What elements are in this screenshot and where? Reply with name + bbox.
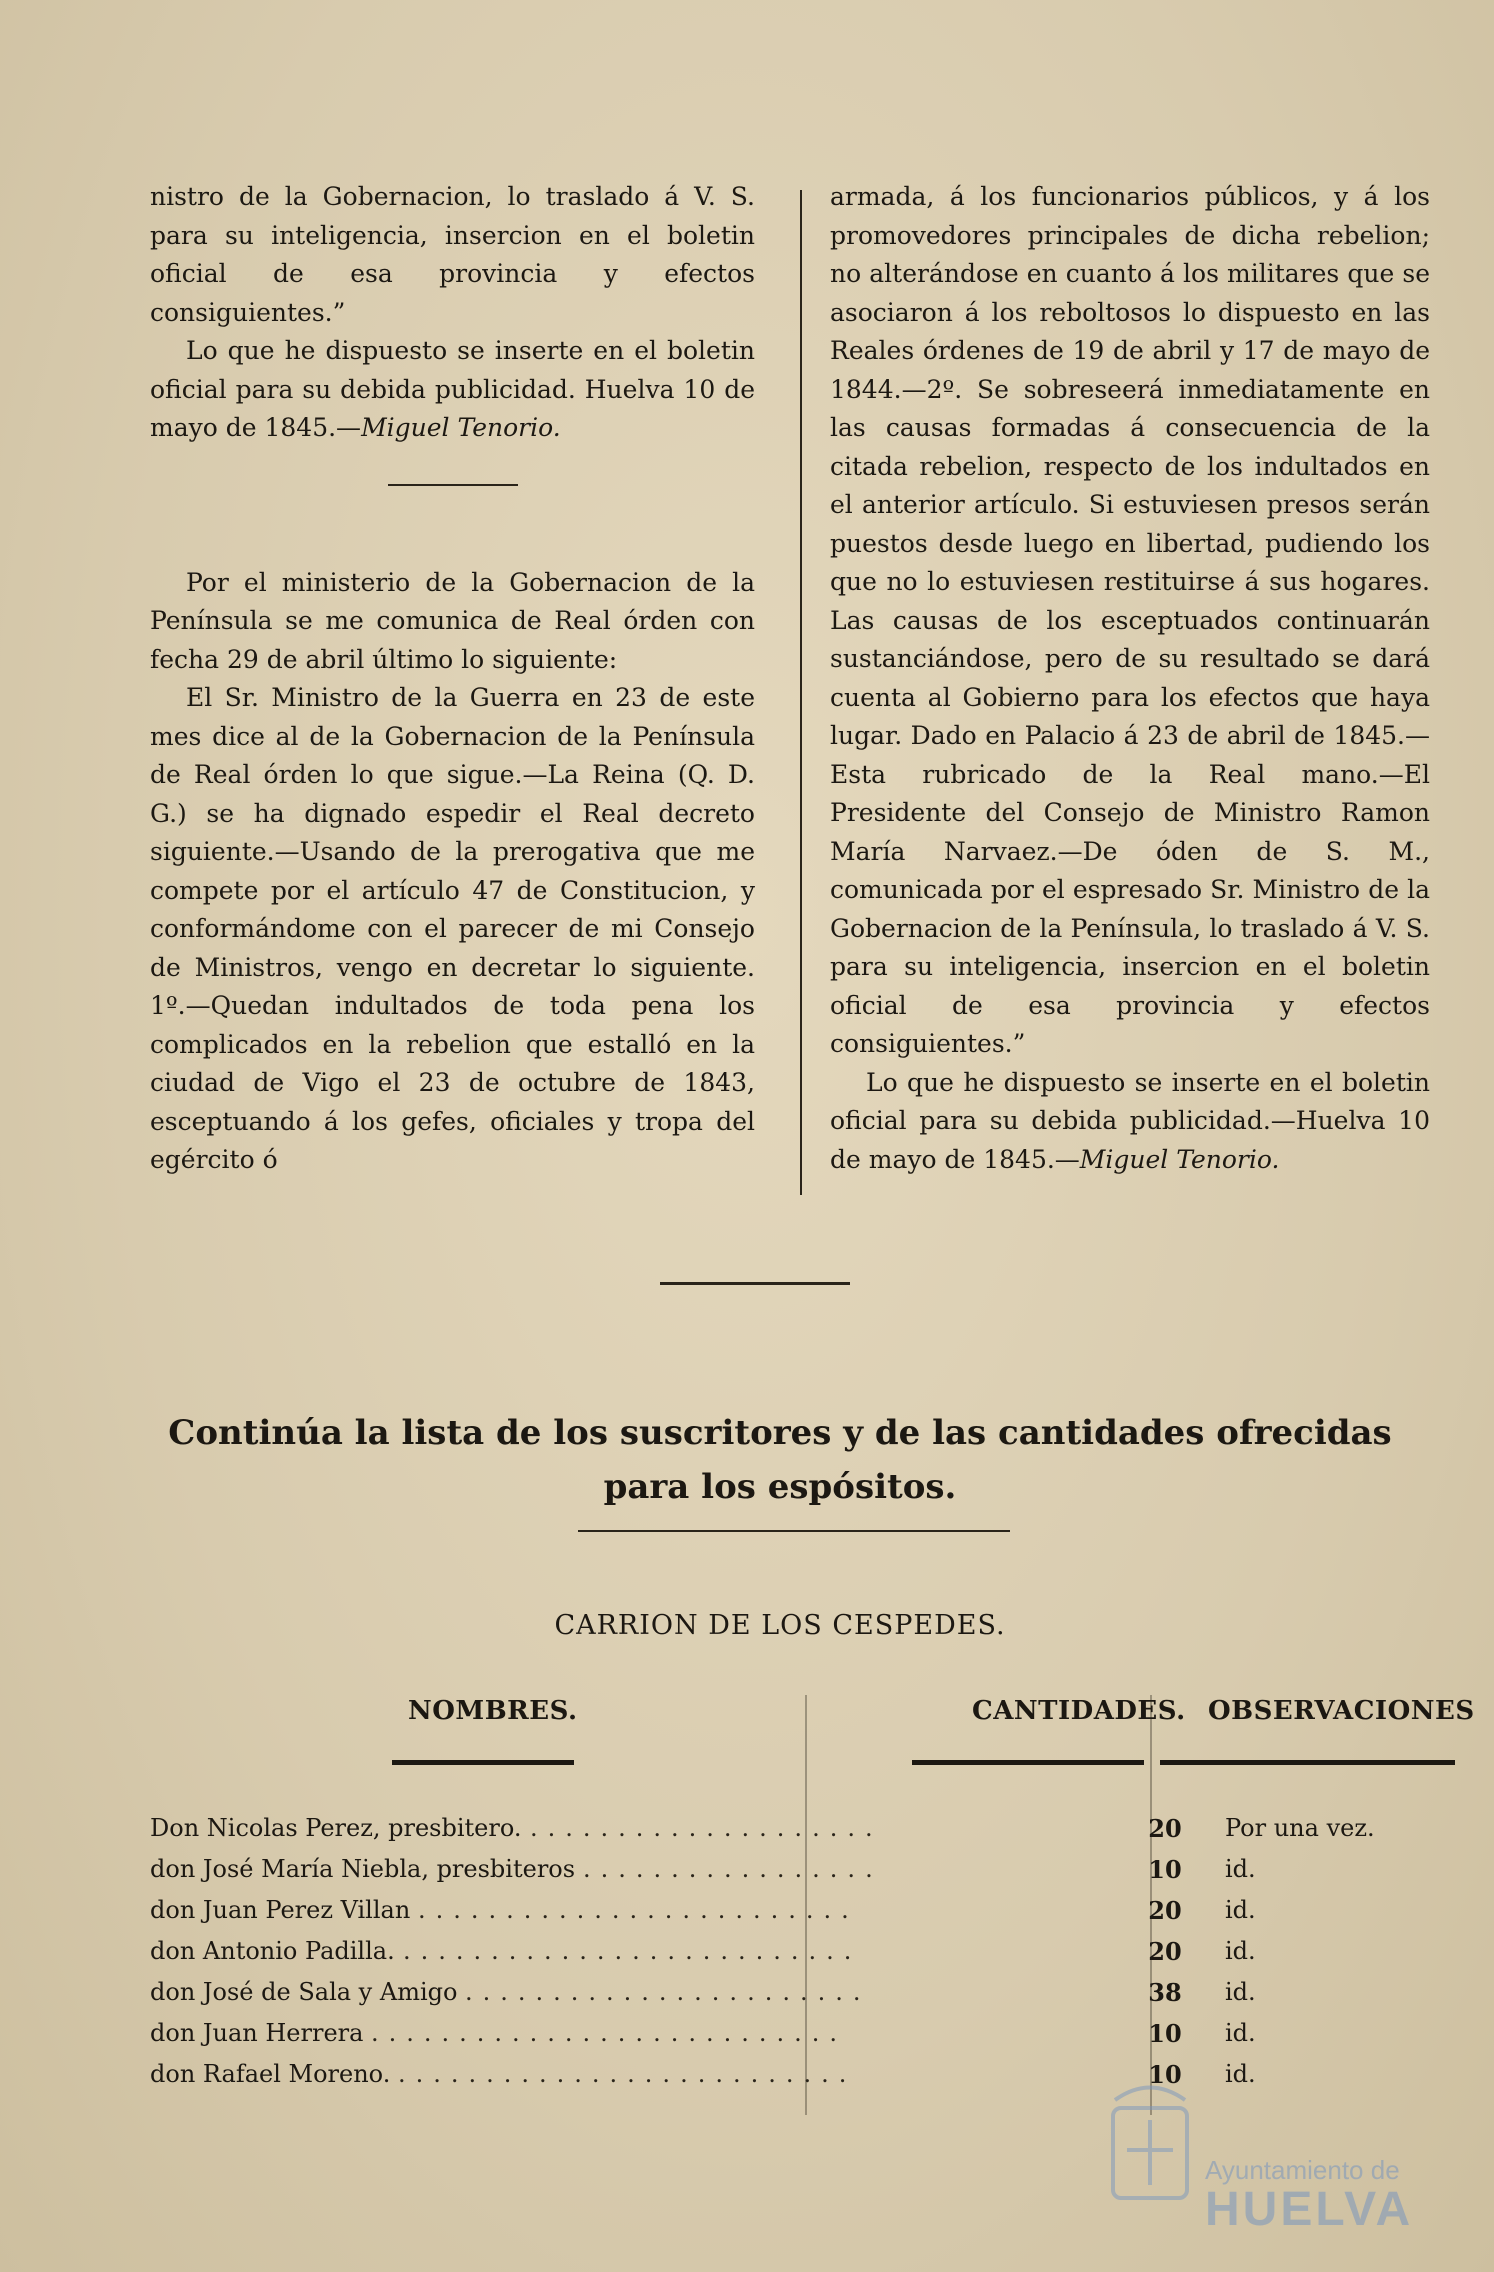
subscriber-observation: id. <box>1225 1937 1256 1965</box>
short-separator <box>388 484 518 486</box>
place-heading: CARRION DE LOS CESPEDES. <box>554 1610 1006 1641</box>
subscriber-quantity: 38 <box>1148 1978 1182 2007</box>
left-paragraph-4: El Sr. Ministro de la Guerra en 23 de este mes dice al de la Gobernacion de la Península de Real órden lo que sigue.—La Reina (Q. D. G.) se ha dignado espedir el Real decreto siguiente.—Usando de la prerogativa que me compete por el artículo 47 de Constitucion, y conformándome con el parecer de mi Consejo de Ministros, vengo en decretar lo siguiente. 1º.—Quedan indultados de toda pena los complicados en la rebelion que estalló en la ciudad de Vigo el 23 de octubre de 1843, esceptuando á los gefes, oficiales y tropa del egército ó <box>150 683 755 1174</box>
list-title-line-2: para los espósitos. <box>603 1467 957 1507</box>
subscriber-quantity: 20 <box>1148 1937 1182 1966</box>
leader-dots: ........................... <box>371 2019 847 2047</box>
table-row <box>150 1808 1450 1849</box>
subscriber-name: don José María Niebla, presbiteros <box>150 1855 576 1883</box>
table-row <box>150 1972 1450 2013</box>
subscriber-observation: Por una vez. <box>1225 1814 1375 1842</box>
table-row <box>150 1931 1450 1972</box>
header-quantities: CANTIDADES. <box>972 1696 1186 1726</box>
section-separator <box>660 1282 850 1285</box>
title-underline <box>578 1530 1010 1532</box>
header-rule-names <box>392 1760 574 1765</box>
city-seal-icon <box>1095 2070 1205 2220</box>
subscriber-observation: id. <box>1225 2060 1256 2088</box>
right-paragraph-2 <box>830 1064 1430 1180</box>
subscriber-name: don Rafael Moreno. <box>150 2060 391 2088</box>
header-observations: OBSERVACIONES <box>1208 1696 1475 1726</box>
column-divider <box>800 190 802 1195</box>
watermark-line-2: HUELVA <box>1205 2183 1414 2236</box>
left-paragraph-2 <box>150 332 755 448</box>
subscriber-name: don José de Sala y Amigo <box>150 1978 458 2006</box>
header-rule-observations <box>1160 1760 1455 1765</box>
left-column <box>150 178 755 1180</box>
right-paragraph-2-text: Lo que he dispuesto se inserte en el boletin oficial para su debida publicidad.—Huelva 10 de mayo de 1845.— <box>830 1067 1430 1174</box>
subscriber-observation: id. <box>1225 1978 1256 2006</box>
right-paragraph-1: armada, á los funcionarios públicos, y á los promovedores principales de dicha rebelion; no alterándose en cuanto á los militares que se asociaron á los reboltosos lo dispuesto en las Reales órdenes de 19 de abril y 17 de mayo de 1844.—2º. Se sobreseerá inmediatamente en las causas formadas á consecuencia de la citada rebelion, respecto de los indultados en el anterior artículo. Si estuviesen presos serán puestos desde luego en libertad, pudiendo los que no lo estuviesen restituirse á sus hogares. Las causas de los esceptuados continuarán sustanciándose, pero de su resultado se dará cuenta al Gobierno para los efectos que haya lugar. Dado en Palacio á 23 de abril de 1845.—Esta rubricado de la Real mano.—El Presidente del Consejo de Ministro Ramon María Narvaez.—De óden de S. M., comunicada por el espresado Sr. Ministro de la Gobernacion de la Península, lo traslado á V. S. para su inteligencia, insercion en el boletin oficial de esa provincia y efectos consiguientes.” <box>830 182 1430 1058</box>
subscriber-quantity: 10 <box>1148 1855 1182 1884</box>
right-signature: Miguel Tenorio. <box>1079 1144 1280 1174</box>
table-row <box>150 2013 1450 2054</box>
subscriber-observation: id. <box>1225 1896 1256 1924</box>
subscriber-observation: id. <box>1225 1855 1256 1883</box>
header-names: NOMBRES. <box>408 1696 578 1726</box>
table-row <box>150 1890 1450 1931</box>
subscriber-quantity: 10 <box>1148 2060 1182 2089</box>
leader-dots: .......................... <box>398 2060 857 2088</box>
left-paragraph-1: nistro de la Gobernacion, lo traslado á V. S. para su inteligencia, insercion en el boletin oficial de esa provincia y efectos consiguientes.” <box>150 182 755 327</box>
subscriber-list <box>150 1808 1450 2095</box>
list-title-line-1: Continúa la lista de los suscritores y de las cantidades ofrecidas <box>168 1413 1392 1453</box>
right-column <box>830 178 1430 1179</box>
header-rule-quantities <box>912 1760 1144 1765</box>
subscriber-name: Don Nicolas Perez, presbitero. <box>150 1814 522 1842</box>
subscriber-name: don Juan Herrera <box>150 2019 364 2047</box>
leader-dots: .................... <box>530 1814 883 1842</box>
subscriber-name: don Juan Perez Villan <box>150 1896 411 1924</box>
subscriber-quantity: 10 <box>1148 2019 1182 2048</box>
table-row <box>150 2054 1450 2095</box>
watermark-line-1: Ayuntamiento de <box>1205 2155 1400 2185</box>
list-title <box>150 1406 1410 1514</box>
leader-dots: ....................... <box>465 1978 871 2006</box>
watermark <box>1205 2155 1435 2234</box>
table-row <box>150 1849 1450 1890</box>
leader-dots: ................. <box>583 1855 883 1883</box>
leader-dots: .......................... <box>403 1937 862 1965</box>
left-paragraph-3: Por el ministerio de la Gobernacion de la Península se me comunica de Real órden con fecha 29 de abril último lo siguiente: <box>150 567 755 674</box>
leader-dots: ......................... <box>418 1896 859 1924</box>
subscriber-quantity: 20 <box>1148 1814 1182 1843</box>
left-signature: Miguel Tenorio. <box>361 413 561 442</box>
subscriber-quantity: 20 <box>1148 1896 1182 1925</box>
subscriber-observation: id. <box>1225 2019 1256 2047</box>
subscriber-name: don Antonio Padilla. <box>150 1937 395 1965</box>
left-paragraph-2-text: Lo que he dispuesto se inserte en el boletin oficial para su debida publicidad. Huelva 10 de mayo de 1845.— <box>150 336 755 442</box>
